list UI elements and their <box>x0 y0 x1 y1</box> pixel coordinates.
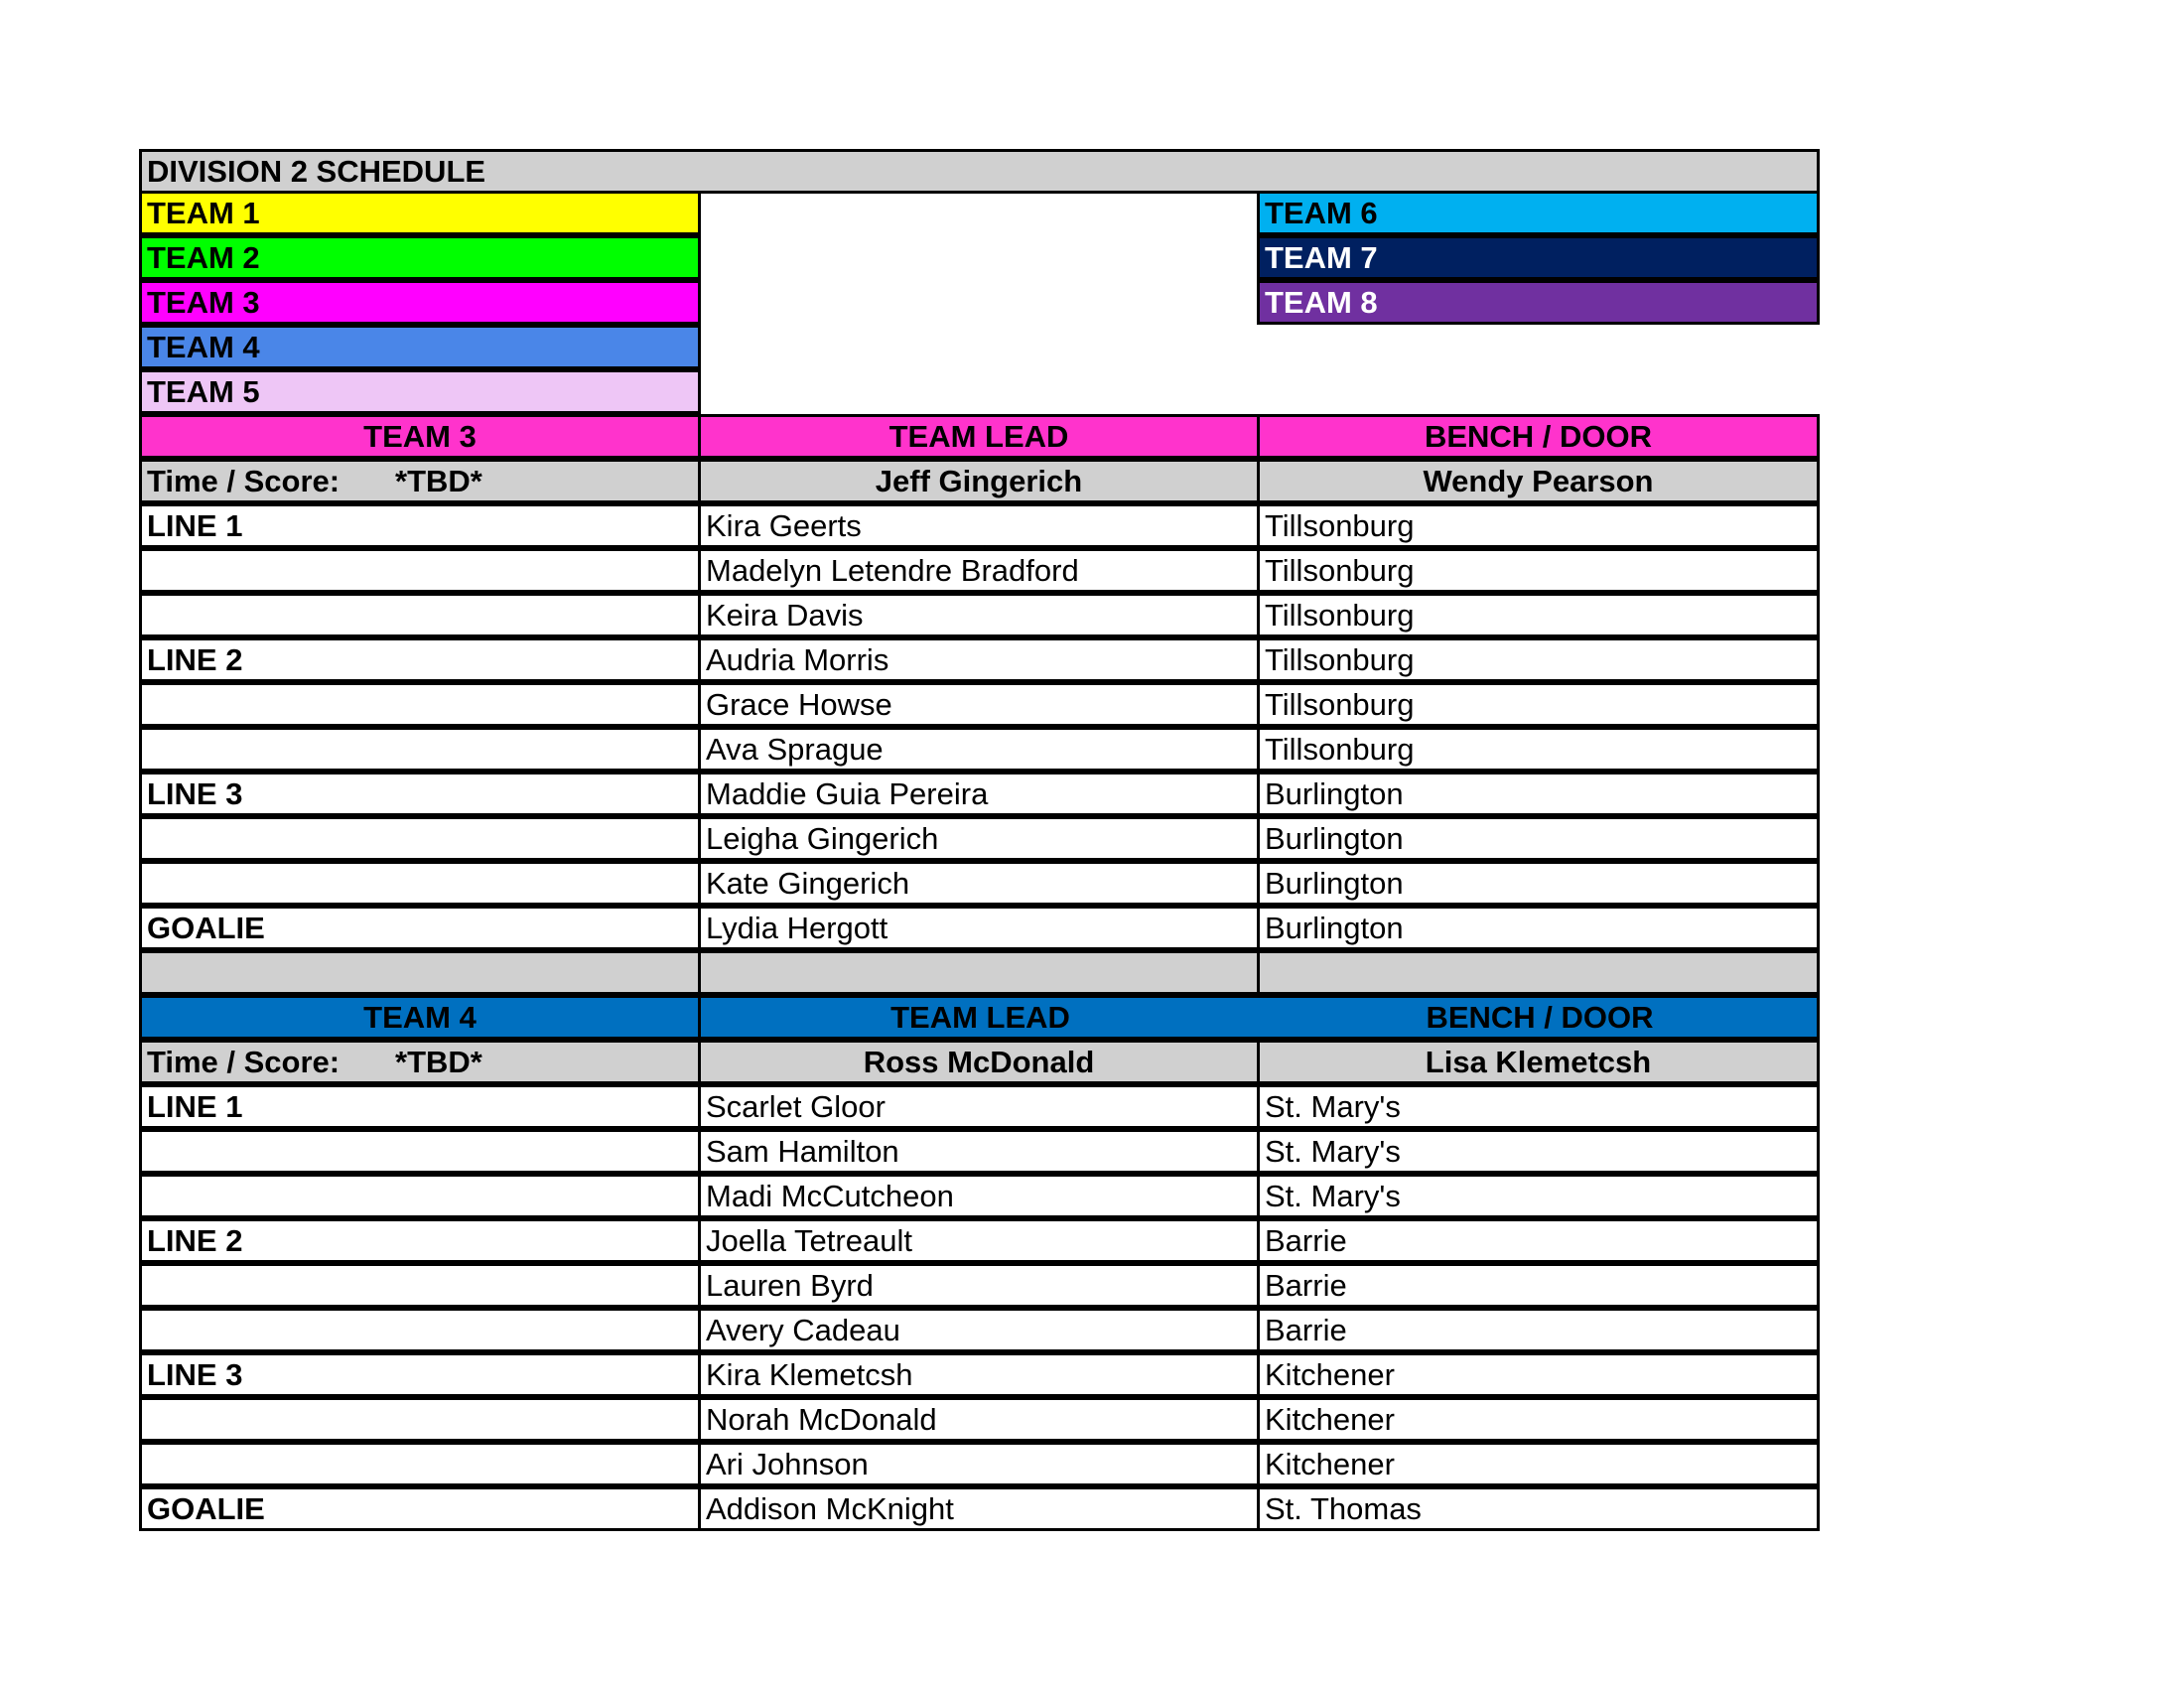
player-town[interactable]: Tillsonburg <box>1257 503 1820 548</box>
player-name[interactable]: Norah McDonald <box>698 1397 1260 1442</box>
table-row <box>139 1400 1820 1445</box>
player-town[interactable]: Kitchener <box>1257 1442 1820 1486</box>
line-label[interactable]: LINE 2 <box>139 1218 701 1263</box>
title-row <box>139 149 1820 194</box>
table-row <box>139 730 1820 774</box>
player-name[interactable]: Grace Howse <box>698 682 1260 727</box>
legend-row <box>139 283 1820 328</box>
player-town[interactable]: St. Mary's <box>1257 1174 1820 1218</box>
bench-door-name[interactable]: Lisa Klemetcsh <box>1257 1040 1820 1084</box>
line-label[interactable] <box>139 1263 701 1308</box>
player-name[interactable]: Madi McCutcheon <box>698 1174 1260 1218</box>
table-row <box>139 774 1820 819</box>
table-row <box>139 596 1820 640</box>
table-row <box>139 819 1820 864</box>
merged-header-cell[interactable] <box>698 995 1820 1040</box>
line-label[interactable]: LINE 1 <box>139 503 701 548</box>
time-score-row <box>139 462 1820 506</box>
legend-gap <box>698 191 1260 235</box>
spacer-cell[interactable] <box>1257 950 1820 995</box>
player-town[interactable]: Kitchener <box>1257 1352 1820 1397</box>
table-row <box>139 1355 1820 1400</box>
section-header-row <box>139 998 1820 1043</box>
player-name[interactable]: Sam Hamilton <box>698 1129 1260 1174</box>
table-row <box>139 506 1820 551</box>
line-label[interactable] <box>139 1397 701 1442</box>
player-town[interactable]: St. Thomas <box>1257 1486 1820 1531</box>
player-name[interactable]: Keira Davis <box>698 593 1260 637</box>
legend-row <box>139 194 1820 238</box>
player-name[interactable]: Avery Cadeau <box>698 1308 1260 1352</box>
player-name[interactable]: Addison McKnight <box>698 1486 1260 1531</box>
player-town[interactable]: Burlington <box>1257 861 1820 906</box>
player-name[interactable]: Ari Johnson <box>698 1442 1260 1486</box>
legend-gap <box>698 280 1260 325</box>
player-name[interactable]: Maddie Guia Pereira <box>698 772 1260 816</box>
legend-team-7[interactable]: TEAM 7 <box>1257 235 1820 280</box>
player-town[interactable]: Tillsonburg <box>1257 548 1820 593</box>
legend-gap <box>698 235 1260 280</box>
player-town[interactable]: St. Mary's <box>1257 1084 1820 1129</box>
legend-row <box>139 372 1820 417</box>
legend-gap <box>1257 325 1820 369</box>
player-town[interactable]: Barrie <box>1257 1218 1820 1263</box>
line-label[interactable] <box>139 1174 701 1218</box>
section-team-name[interactable]: TEAM 4 <box>139 995 701 1040</box>
team-lead-name[interactable]: Jeff Gingerich <box>698 459 1260 503</box>
table-row <box>139 640 1820 685</box>
time-score-label: Time / Score: <box>147 1045 341 1079</box>
player-name[interactable]: Kira Geerts <box>698 503 1260 548</box>
line-label[interactable] <box>139 548 701 593</box>
player-town[interactable]: Burlington <box>1257 816 1820 861</box>
player-town[interactable]: Barrie <box>1257 1263 1820 1308</box>
player-name[interactable]: Leigha Gingerich <box>698 816 1260 861</box>
team-lead-header[interactable]: TEAM LEAD <box>698 414 1260 459</box>
spacer-row <box>139 953 1820 998</box>
bench-door-header[interactable]: BENCH / DOOR <box>1257 414 1820 459</box>
team-lead-header: TEAM LEAD <box>890 1000 1070 1035</box>
legend-team-6[interactable]: TEAM 6 <box>1257 191 1820 235</box>
player-name[interactable]: Lydia Hergott <box>698 906 1260 950</box>
legend-row <box>139 238 1820 283</box>
legend-team-4[interactable]: TEAM 4 <box>139 325 701 369</box>
time-score-label: Time / Score: <box>147 464 341 498</box>
legend-team-8[interactable]: TEAM 8 <box>1257 280 1820 325</box>
line-label[interactable] <box>139 816 701 861</box>
line-label[interactable] <box>139 861 701 906</box>
line-label[interactable] <box>139 727 701 772</box>
table-row <box>139 685 1820 730</box>
player-town[interactable]: Barrie <box>1257 1308 1820 1352</box>
time-score-value: *TBD* <box>395 1045 482 1079</box>
section-header-row <box>139 417 1820 462</box>
line-label[interactable] <box>139 593 701 637</box>
player-name[interactable]: Madelyn Letendre Bradford <box>698 548 1260 593</box>
table-row <box>139 1489 1820 1534</box>
legend-gap <box>1257 369 1820 414</box>
line-label[interactable] <box>139 1442 701 1486</box>
player-town[interactable]: Tillsonburg <box>1257 637 1820 682</box>
table-row <box>139 1087 1820 1132</box>
legend-gap <box>698 369 1260 414</box>
player-town[interactable]: Tillsonburg <box>1257 727 1820 772</box>
line-label[interactable]: GOALIE <box>139 1486 701 1531</box>
table-row <box>139 1445 1820 1489</box>
player-name[interactable]: Kira Klemetcsh <box>698 1352 1260 1397</box>
player-name[interactable]: Scarlet Gloor <box>698 1084 1260 1129</box>
table-row <box>139 1266 1820 1311</box>
spacer-cell[interactable] <box>698 950 1260 995</box>
player-town[interactable]: Burlington <box>1257 772 1820 816</box>
line-label[interactable]: LINE 2 <box>139 637 701 682</box>
legend-row <box>139 328 1820 372</box>
line-label[interactable]: LINE 3 <box>139 1352 701 1397</box>
legend-team-1[interactable]: TEAM 1 <box>139 191 701 235</box>
bench-door-header: BENCH / DOOR <box>1426 1000 1654 1035</box>
table-row <box>139 1311 1820 1355</box>
table-row <box>139 909 1820 953</box>
time-score-value: *TBD* <box>395 464 482 498</box>
line-label[interactable]: GOALIE <box>139 906 701 950</box>
table-row <box>139 1132 1820 1177</box>
team-lead-name[interactable]: Ross McDonald <box>698 1040 1260 1084</box>
time-score-cell[interactable] <box>139 459 701 503</box>
player-name[interactable]: Kate Gingerich <box>698 861 1260 906</box>
player-town[interactable]: Kitchener <box>1257 1397 1820 1442</box>
table-row <box>139 1177 1820 1221</box>
section-team-name[interactable]: TEAM 3 <box>139 414 701 459</box>
player-town[interactable]: Tillsonburg <box>1257 593 1820 637</box>
line-label[interactable]: LINE 3 <box>139 772 701 816</box>
schedule-sheet <box>139 149 1820 1534</box>
time-score-cell[interactable] <box>139 1040 701 1084</box>
player-name[interactable]: Joella Tetreault <box>698 1218 1260 1263</box>
legend-team-5[interactable]: TEAM 5 <box>139 369 701 414</box>
time-score-row <box>139 1043 1820 1087</box>
line-label[interactable] <box>139 1129 701 1174</box>
line-label[interactable] <box>139 682 701 727</box>
player-name[interactable]: Ava Sprague <box>698 727 1260 772</box>
line-label[interactable] <box>139 1308 701 1352</box>
bench-door-name[interactable]: Wendy Pearson <box>1257 459 1820 503</box>
table-row <box>139 1221 1820 1266</box>
line-label[interactable]: LINE 1 <box>139 1084 701 1129</box>
legend-team-2[interactable]: TEAM 2 <box>139 235 701 280</box>
table-row <box>139 551 1820 596</box>
legend-gap <box>698 325 1260 369</box>
player-name[interactable]: Lauren Byrd <box>698 1263 1260 1308</box>
player-name[interactable]: Audria Morris <box>698 637 1260 682</box>
player-town[interactable]: Tillsonburg <box>1257 682 1820 727</box>
spacer-cell[interactable] <box>139 950 701 995</box>
player-town[interactable]: Burlington <box>1257 906 1820 950</box>
schedule-title[interactable]: DIVISION 2 SCHEDULE <box>139 149 1820 194</box>
table-row <box>139 864 1820 909</box>
player-town[interactable]: St. Mary's <box>1257 1129 1820 1174</box>
legend-team-3[interactable]: TEAM 3 <box>139 280 701 325</box>
